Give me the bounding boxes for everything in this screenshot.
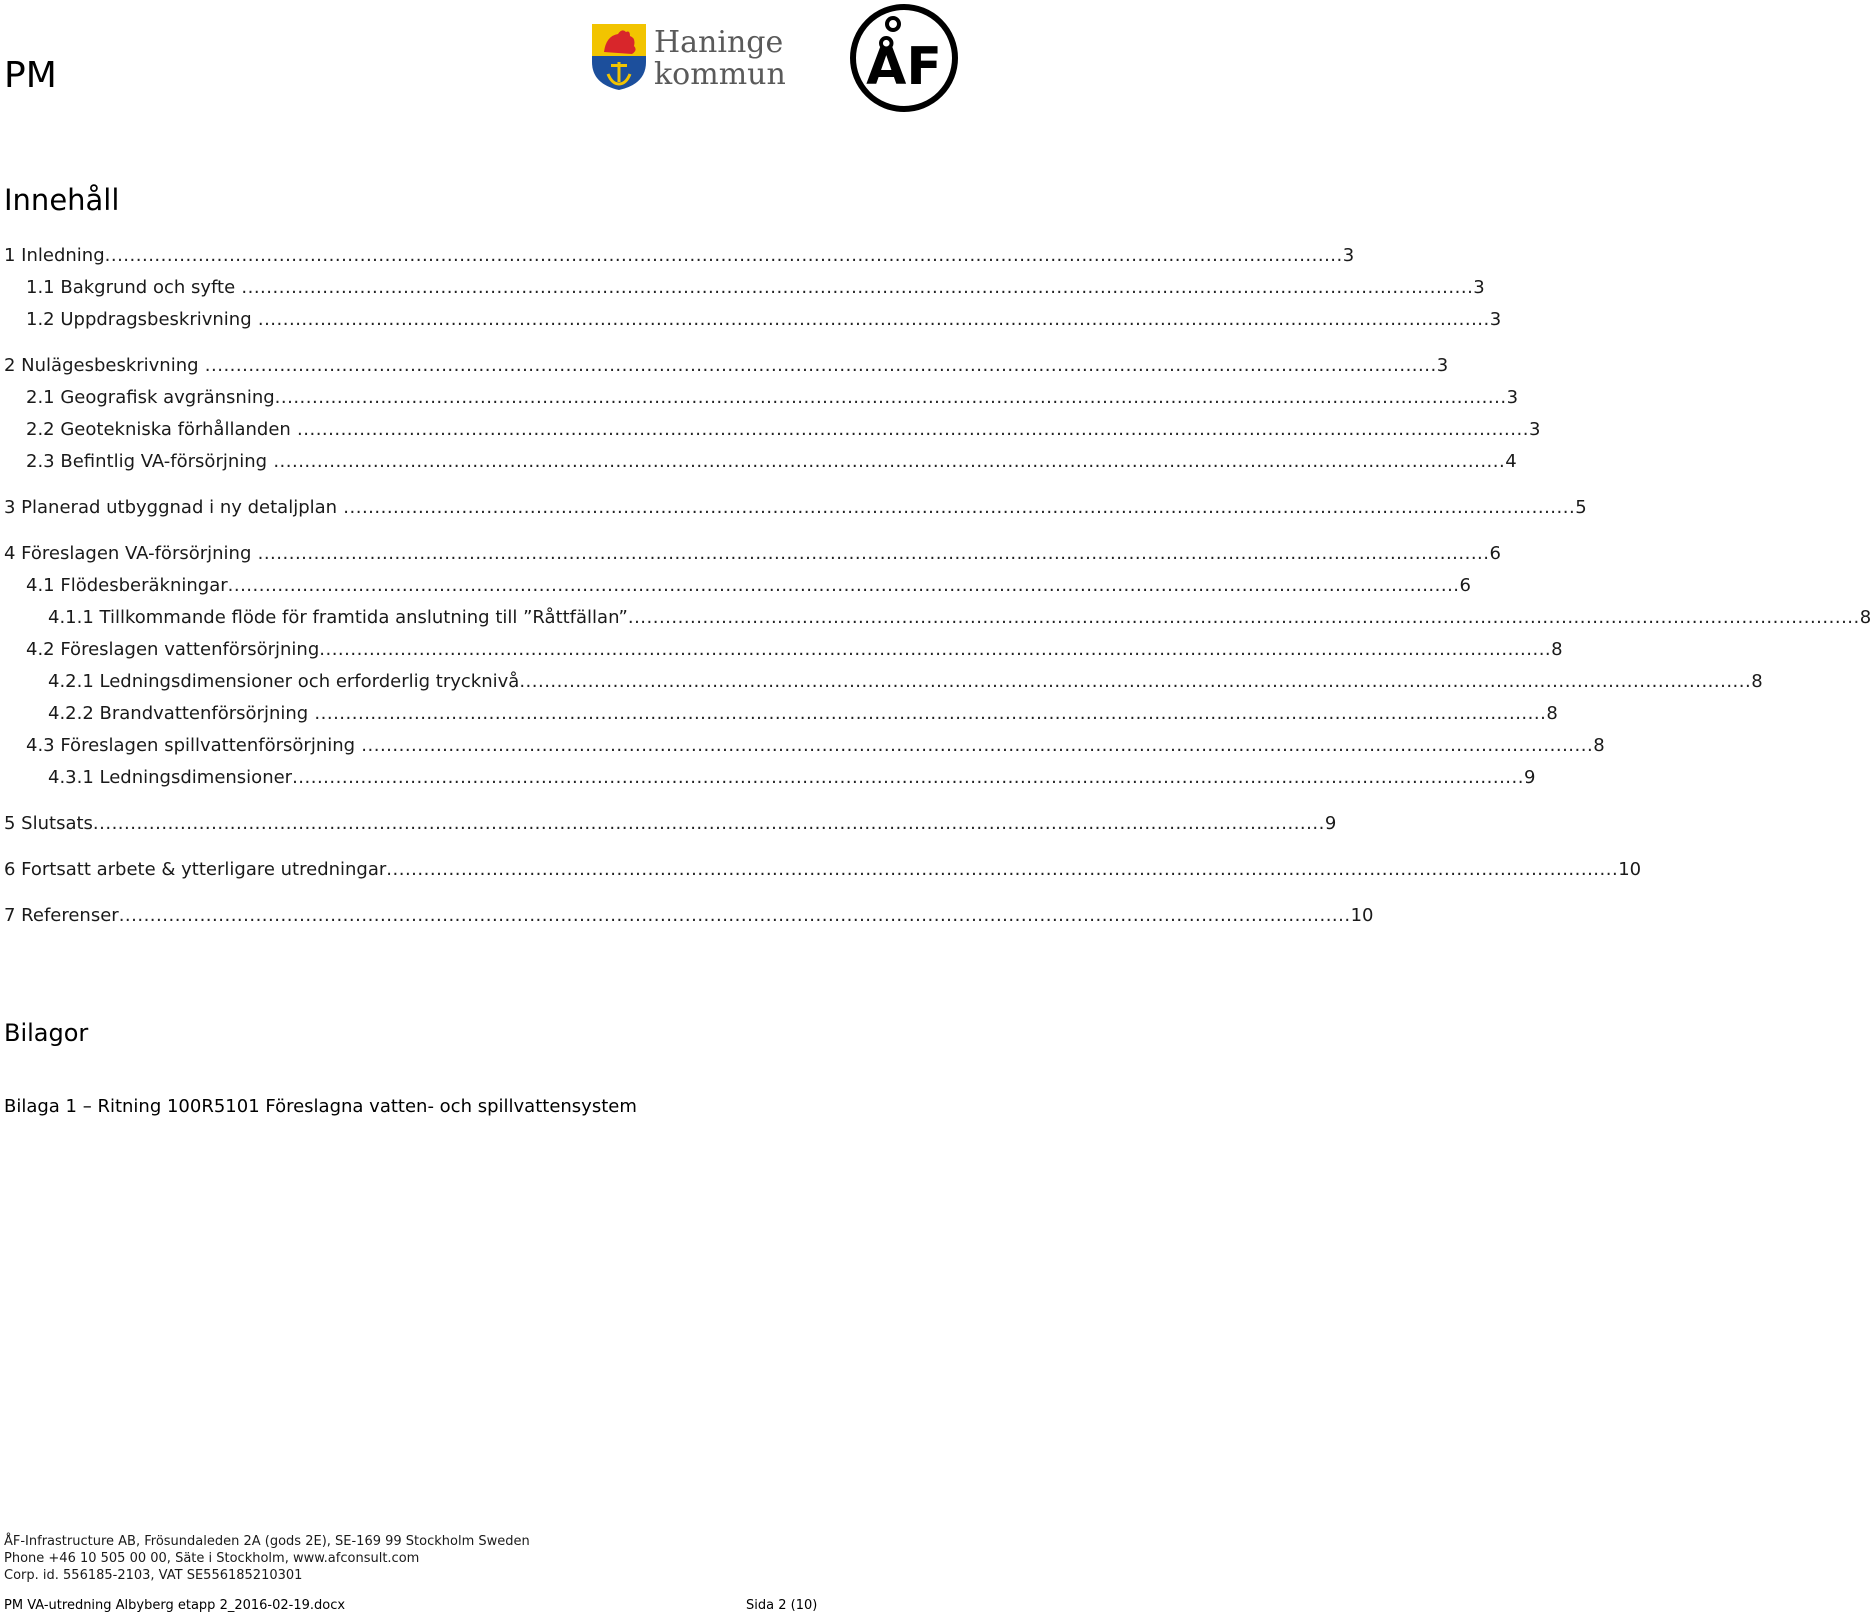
toc-entry[interactable]: 4.2.2 Brandvattenförsörjning ...................................................................................................................................................................................................... 8 xyxy=(48,703,1558,724)
toc-entry[interactable]: 4.1.1 Tillkommande flöde för framtida anslutning till ”Råttfällan” ...................................................................................................................................................................................................... 8 xyxy=(48,607,1871,628)
toc-entry[interactable]: 4.3 Föreslagen spillvattenförsörjning ...................................................................................................................................................................................................... 8 xyxy=(26,735,1605,756)
toc-entry[interactable]: 5 Slutsats ...................................................................................................................................................................................................... 9 xyxy=(4,813,1337,834)
toc-entry[interactable]: 4.1 Flödesberäkningar ...................................................................................................................................................................................................... 6 xyxy=(26,575,1471,596)
haninge-logo-line2: kommun xyxy=(654,57,786,92)
appendices-title: Bilagor xyxy=(4,1019,89,1047)
footer-company-contact: Phone +46 10 505 00 00, Säte i Stockholm, www.afconsult.com xyxy=(4,1551,420,1566)
toc-entry[interactable]: 2.1 Geografisk avgränsning ...................................................................................................................................................................................................... 3 xyxy=(26,387,1519,408)
toc-entry[interactable]: 1 Inledning ....................................................................................................................................................................................................... 3 xyxy=(4,245,1355,266)
toc-entry[interactable]: 4.2 Föreslagen vattenförsörjning ...................................................................................................................................................................................................... 8 xyxy=(26,639,1563,660)
toc-entry[interactable]: 2.2 Geotekniska förhållanden ...................................................................................................................................................................................................... 3 xyxy=(26,419,1541,440)
af-logo xyxy=(848,2,960,114)
appendix-item: Bilaga 1 – Ritning 100R5101 Föreslagna vatten- och spillvattensystem xyxy=(4,1096,637,1117)
footer-file-name: PM VA-utredning Albyberg etapp 2_2016-02-19.docx xyxy=(4,1598,346,1613)
footer-company-ids: Corp. id. 556185-2103, VAT SE556185210301 xyxy=(4,1568,303,1583)
toc-entry[interactable]: 3 Planerad utbyggnad i ny detaljplan ...................................................................................................................................................................................................... 5 xyxy=(4,497,1587,518)
document-type-label: PM xyxy=(4,55,57,96)
footer-page-number: Sida 2 (10) xyxy=(746,1598,818,1613)
toc-entry[interactable]: 1.1 Bakgrund och syfte ...................................................................................................................................................................................................... 3 xyxy=(26,277,1485,298)
footer-company-address: ÅF-Infrastructure AB, Frösundaleden 2A (gods 2E), SE-169 99 Stockholm Sweden xyxy=(4,1534,530,1549)
toc-entry[interactable]: 4.2.1 Ledningsdimensioner och erforderlig trycknivå ...................................................................................................................................................................................................... 8 xyxy=(48,671,1763,692)
haninge-logo-line1: Haninge xyxy=(654,25,784,60)
toc-entry[interactable]: 7 Referenser ...................................................................................................................................................................................................... 10 xyxy=(4,905,1374,926)
toc-entry[interactable]: 2.3 Befintlig VA-försörjning ...................................................................................................................................................................................................... 4 xyxy=(26,451,1517,472)
toc-entry[interactable]: 4.3.1 Ledningsdimensioner ...................................................................................................................................................................................................... 9 xyxy=(48,767,1536,788)
haninge-kommun-logo xyxy=(590,22,800,92)
toc-entry[interactable]: 2 Nulägesbeskrivning ...................................................................................................................................................................................................... 3 xyxy=(4,355,1449,376)
toc-title: Innehåll xyxy=(4,183,120,217)
toc-entry[interactable]: 6 Fortsatt arbete & ytterligare utredningar ...................................................................................................................................................................................................... 10 xyxy=(4,859,1642,880)
toc-entry[interactable]: 4 Föreslagen VA-försörjning ...................................................................................................................................................................................................... 6 xyxy=(4,543,1501,564)
toc-entry[interactable]: 1.2 Uppdragsbeskrivning ...................................................................................................................................................................................................... 3 xyxy=(26,309,1502,330)
af-logo-text: ÅF xyxy=(866,37,942,97)
